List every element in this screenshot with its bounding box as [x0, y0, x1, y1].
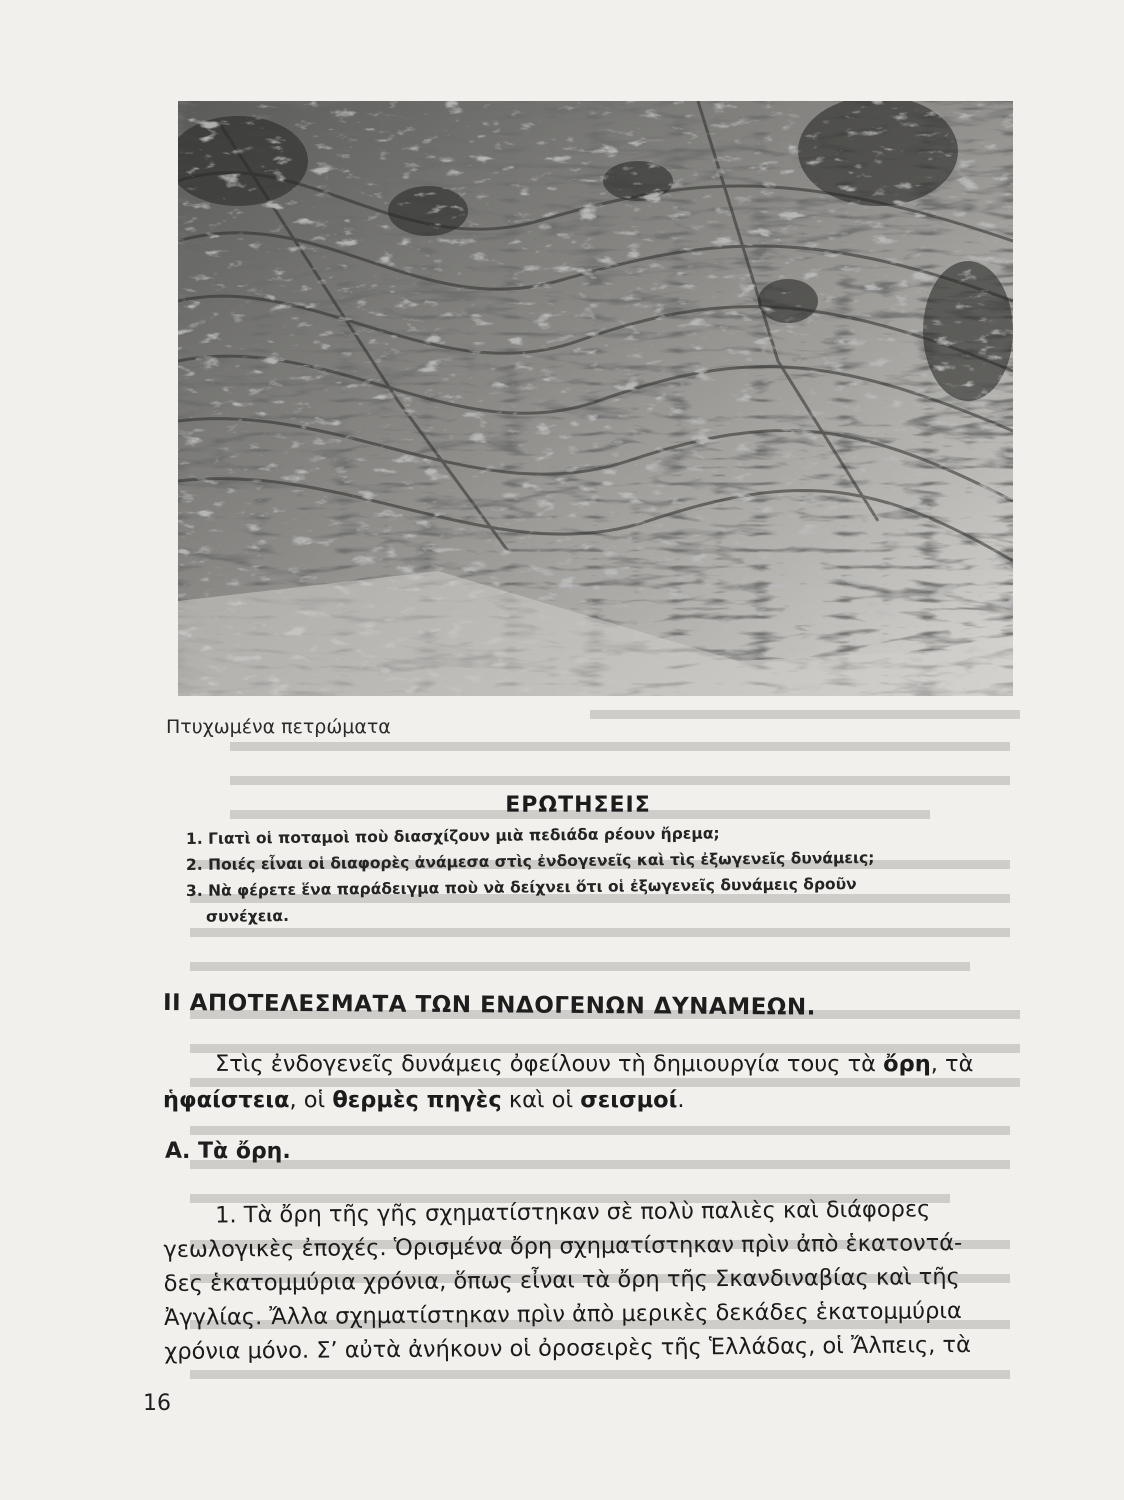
intro-comma: , τὰ: [930, 1051, 974, 1077]
folded-rocks-illustration: [178, 101, 1013, 696]
subsection-heading: Α. Τὰ ὄρη.: [165, 1139, 291, 1164]
section-heading: ΙΙ ΑΠΟΤΕΛΕΣΜΑΤΑ ΤΩΝ ΕΝΔΟΓΕΝΩΝ ΔΥΝΑΜΕΩΝ.: [162, 990, 816, 1021]
figure-caption: Πτυχωμένα πετρώματα: [166, 716, 391, 738]
paragraph-line: γεωλογικὲς ἐποχές. Ὁρισμένα ὄρη σχηματίστηκαν πρὶν ἀπὸ ἑκατοντά-: [163, 1230, 963, 1263]
page-number: 16: [143, 1391, 171, 1416]
term-hot-springs: θερμὲς πηγὲς: [332, 1087, 502, 1113]
intro-sep-1: , οἱ: [289, 1087, 326, 1113]
paragraph-line: 1. Τὰ ὄρη τῆς γῆς σχηματίστηκαν σὲ πολὺ παλιὲς καὶ διάφορες: [215, 1196, 931, 1229]
paragraph-line: δες ἑκατομμύρια χρόνια, ὅπως εἶναι τὰ ὄρη τῆς Σκανδιναβίας καὶ τῆς: [163, 1264, 960, 1297]
question-item: 2. Ποιές εἶναι οἱ διαφορὲς ἀνάμεσα στὶς ἐνδογενεῖς καὶ τὶς ἐξωγενεῖς δυνάμεις;: [185, 848, 875, 874]
question-item: 3. Νὰ φέρετε ἕνα παράδειγμα ποὺ νὰ δείχνει ὅτι οἱ ἐξωγενεῖς δυνάμεις δροῦν: [185, 874, 857, 900]
paragraph-line: Ἀγγλίας. Ἄλλα σχηματίστηκαν πρὶν ἀπὸ μερικὲς δεκάδες ἑκατομμύρια: [163, 1298, 962, 1331]
intro-end: .: [677, 1087, 685, 1113]
question-item: 1. Γιατὶ οἱ ποταμοὶ ποὺ διασχίζουν μιὰ πεδιάδα ρέουν ἤρεμα;: [185, 824, 720, 848]
intro-sep-2: καὶ οἱ: [508, 1087, 574, 1113]
intro-text: Στὶς ἐνδογενεῖς δυνάμεις ὀφείλουν τὴ δημιουργία τους τὰ: [215, 1051, 876, 1077]
intro-line-2: [163, 1082, 1023, 1118]
question-item-continuation: συνέχεια.: [205, 906, 290, 926]
section-intro: [163, 1046, 1023, 1118]
term-mountains: ὄρη: [883, 1051, 931, 1077]
intro-line-1: [163, 1046, 1023, 1082]
term-volcanoes: ἡφαίστεια: [163, 1087, 290, 1113]
paragraph-line: χρόνια μόνο. Σ’ αὐτὰ ἀνήκουν οἱ ὀροσειρὲς τῆς Ἑλλάδας, οἱ Ἄλπεις, τὰ: [164, 1331, 971, 1365]
mountains-paragraph: [163, 1191, 1024, 1368]
questions-list: [186, 826, 986, 930]
folded-rocks-photo: [178, 101, 1013, 696]
term-earthquakes: σεισμοί: [580, 1087, 678, 1113]
questions-heading: ΕΡΩΤΗΣΕΙΣ: [505, 793, 651, 818]
